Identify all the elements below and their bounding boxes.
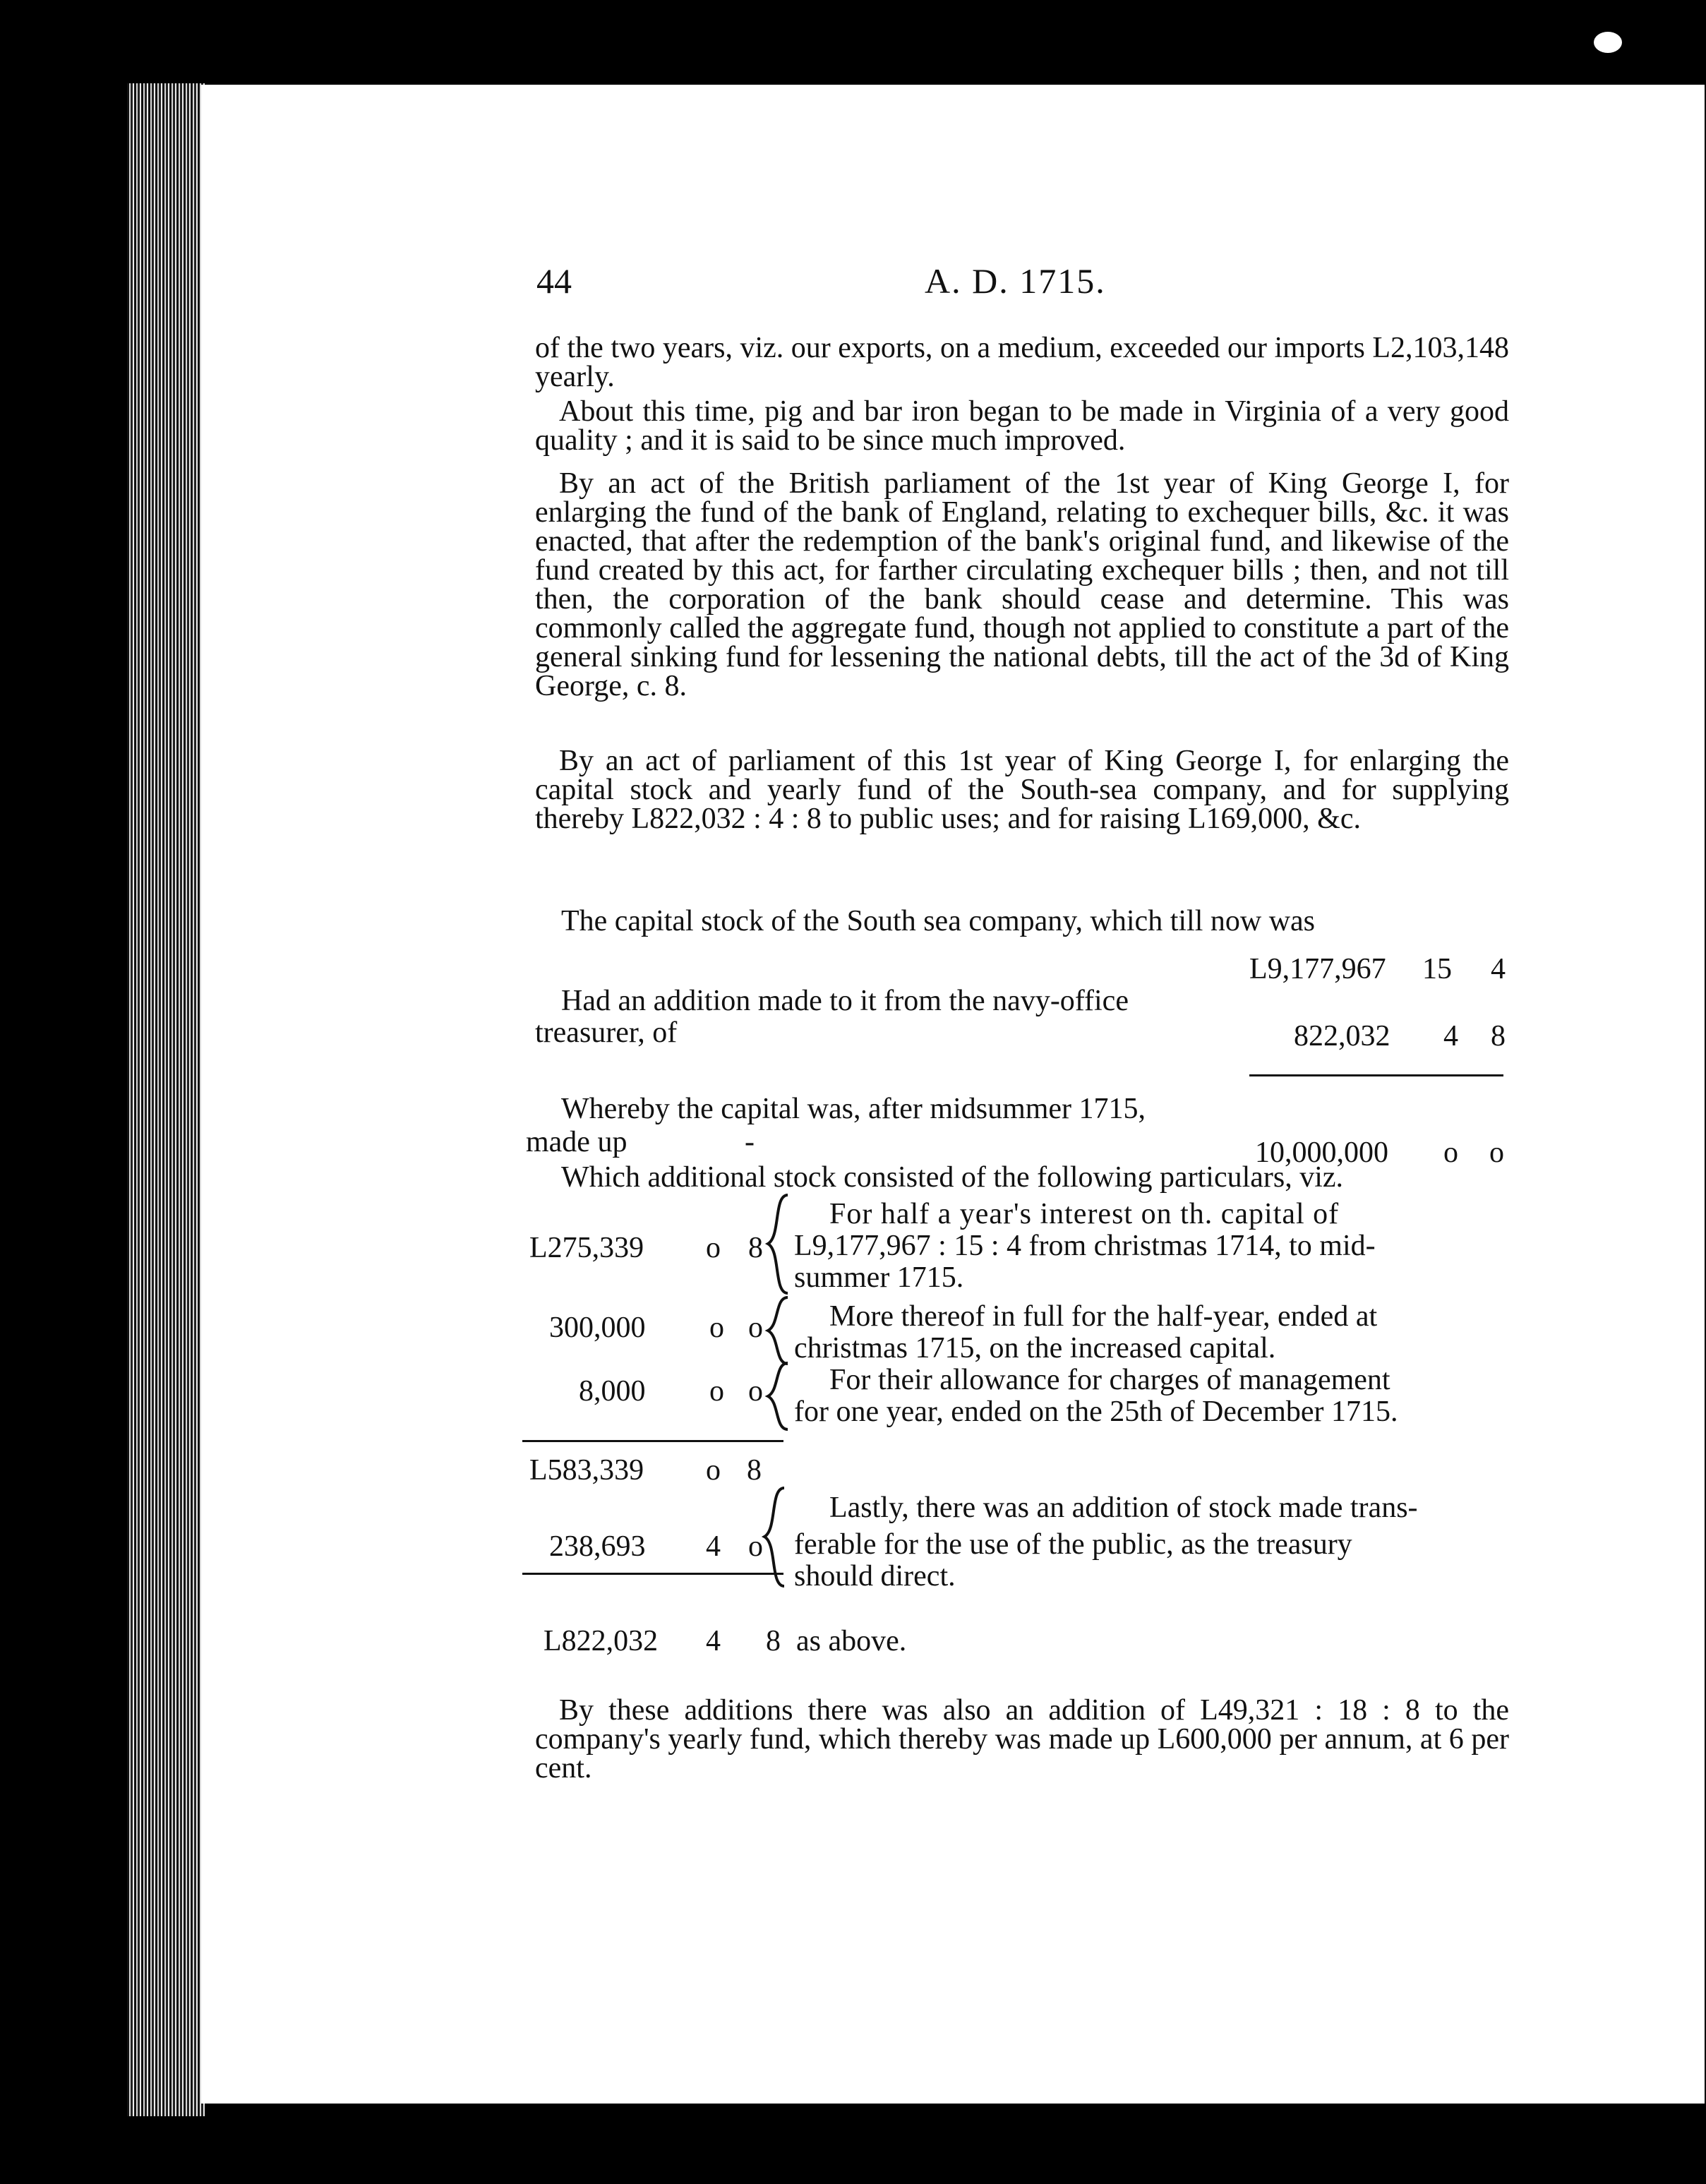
amount-pounds: 10,000,000 [1255,1136,1388,1169]
particular-text: christmas 1715, on the increased capital. [794,1332,1276,1364]
particular-text: More thereof in full for the half-year, ended at [829,1300,1378,1333]
particular-text: For their allowance for charges of management [829,1364,1390,1396]
account-line: Whereby the capital was, after midsummer 1715, [561,1093,1146,1125]
account-line: Which additional stock consisted of the following particulars, viz. [561,1161,1344,1194]
curly-brace [762,1295,796,1366]
amount-pence: 8 [766,1625,781,1657]
amount-shillings: 4 [706,1530,721,1563]
particular-text: should direct. [794,1560,956,1592]
amount-pounds: L583,339 [529,1454,644,1487]
total-note: as above. [796,1625,907,1657]
running-title: A. D. 1715. [925,261,1106,301]
amount-shillings: o [706,1454,721,1487]
amount-shillings: o [1443,1136,1458,1169]
sum-rule [522,1440,783,1442]
amount-shillings: 4 [706,1625,721,1657]
page-edges [127,83,205,2116]
particular-text: summer 1715. [794,1261,964,1294]
amount-pence: 8 [747,1454,762,1487]
amount-shillings: 4 [1443,1020,1458,1052]
particular-text: ferable for the use of the public, as the treasury [794,1528,1352,1561]
scan-blot [1594,32,1622,53]
amount-shillings: o [709,1375,724,1408]
particular-text: L9,177,967 : 15 : 4 from christmas 1714, to mid- [794,1230,1376,1262]
dash-leader: - [745,1126,755,1158]
amount-pounds: 300,000 [549,1312,646,1344]
amount-shillings: o [706,1232,721,1264]
curly-brace [762,1193,796,1295]
account-line: treasurer, of [535,1016,678,1049]
curly-brace [762,1361,796,1432]
paragraph: About this time, pig and bar iron began to be made in Virginia of a very good quality ; and it is said to be since much improved. [535,395,1509,457]
amount-pence: o [748,1375,763,1408]
account-intro: The capital stock of the South sea company, which till now was [561,905,1316,937]
amount-pounds: 822,032 [1294,1020,1390,1052]
particular-text: Lastly, there was an addition of stock made trans- [829,1492,1418,1524]
account-line: made up [526,1126,627,1158]
page-number: 44 [536,261,572,301]
particular-text: For half a year's interest on th. capital of [829,1198,1340,1230]
amount-pounds: 8,000 [579,1375,646,1408]
particular-text: for one year, ended on the 25th of December 1715. [794,1396,1398,1428]
paragraph: By an act of parliament of this 1st year of King George I, for enlarging the capital stock and yearly fund of the South-sea company, and for supplying thereby L822,032 : 4 : 8 to public uses; and for raising L169,000, &c. [535,745,1509,835]
amount-pence: o [748,1530,763,1563]
paragraph: By an act of the British parliament of the 1st year of King George I, for enlarging the fund of the bank of England, relating to exchequer bills, &c. it was enacted, that after the redemption of the bank's original fund, and likewise of the fund created by this act, for farther circulating exchequer bills ; then, and not till then, the corporation of the bank should cease and determine. This was commonly called the aggregate fund, though not applied to constitute a part of the general sinking fund for lessening the national debts, till the act of the 3d of King George, c. 8. [535,467,1509,702]
paragraph: of the two years, viz. our exports, on a medium, exceeded our imports L2,103,148 yearly. [535,332,1509,393]
paragraph: By these additions there was also an addition of L49,321 : 18 : 8 to the company's yearly fund, which thereby was made up L600,000 per annum, at 6 per cent. [535,1694,1509,1784]
sum-rule [522,1573,783,1575]
amount-shillings: o [709,1312,724,1344]
sum-rule [1249,1074,1503,1076]
amount-pounds: 238,693 [549,1530,646,1563]
amount-pounds: L9,177,967 [1249,953,1386,985]
account-line: Had an addition made to it from the navy-office [561,985,1129,1017]
amount-pence: o [748,1312,763,1344]
amount-pence: 8 [748,1232,763,1264]
amount-pounds: L275,339 [529,1232,644,1264]
amount-shillings: 15 [1422,953,1452,985]
amount-pounds: L822,032 [543,1625,659,1657]
amount-pence: 8 [1491,1020,1506,1052]
amount-pence: 4 [1491,953,1506,985]
amount-pence: o [1489,1136,1504,1169]
